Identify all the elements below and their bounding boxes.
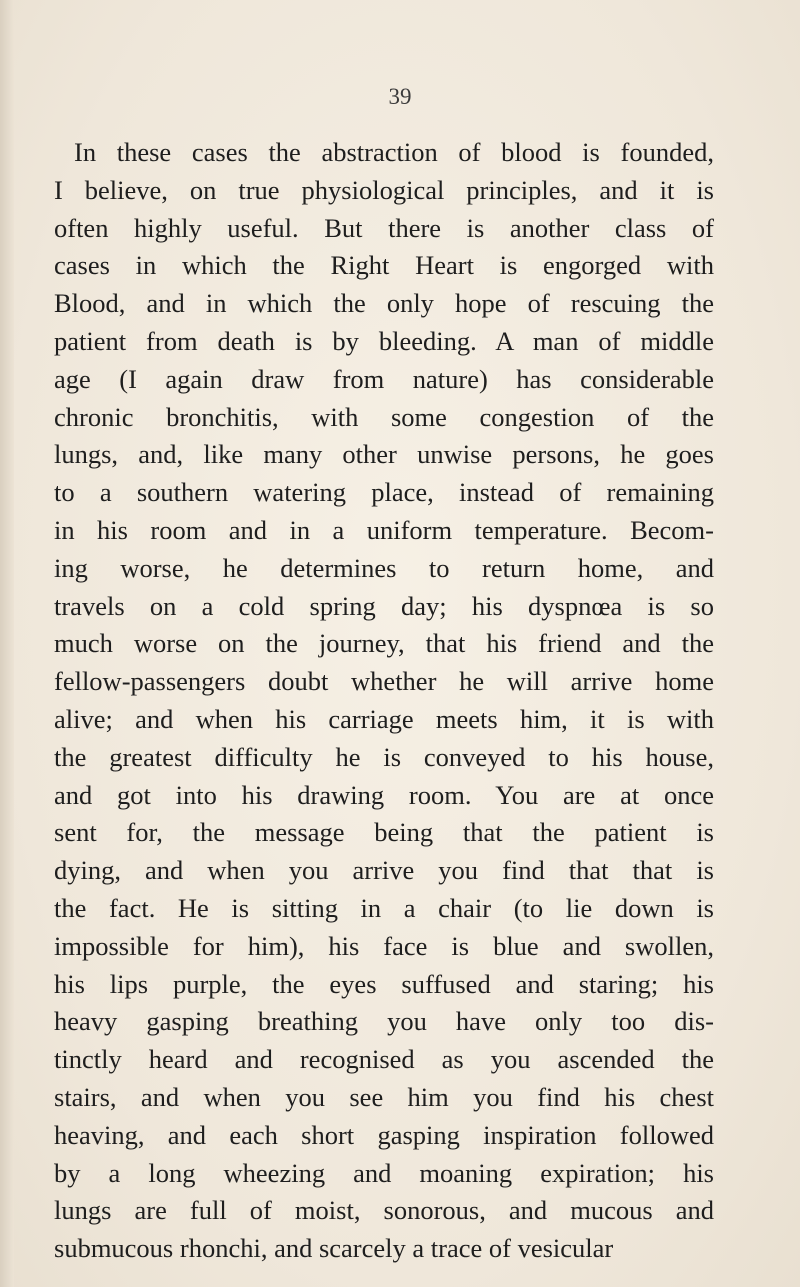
- text-line: to a southern watering place, instead of remaining: [54, 477, 714, 508]
- text-line: by a long wheezing and moaning expiration; his: [54, 1157, 714, 1188]
- text-line: heavy gasping breathing you have only too dis-: [54, 1006, 714, 1037]
- text-line: lungs are full of moist, sonorous, and mucous and: [54, 1195, 714, 1226]
- text-line: impossible for him), his face is blue and swollen,: [54, 930, 714, 961]
- text-line: travels on a cold spring day; his dyspnœa is so: [54, 590, 714, 621]
- text-line: the greatest difficulty he is conveyed to his house,: [54, 741, 714, 772]
- body-text: [54, 134, 714, 1268]
- text-line: In these cases the abstraction of blood is founded,: [74, 137, 714, 167]
- text-line: much worse on the journey, that his friend and the: [54, 628, 714, 659]
- text-line: patient from death is by bleeding. A man of middle: [54, 325, 714, 356]
- text-line: age (I again draw from nature) has considerable: [54, 363, 714, 394]
- text-line: fellow-passengers doubt whether he will arrive home: [54, 666, 714, 697]
- text-line: tinctly heard and recognised as you ascended the: [54, 1044, 714, 1075]
- text-line: cases in which the Right Heart is engorged with: [54, 250, 714, 281]
- text-line: in his room and in a uniform temperature. Becom-: [54, 514, 714, 545]
- text-line: ing worse, he determines to return home, and: [54, 552, 714, 583]
- page-gutter-shadow: [0, 0, 14, 1287]
- text-line: heaving, and each short gasping inspiration followed: [54, 1119, 714, 1150]
- text-line: the fact. He is sitting in a chair (to lie down is: [54, 892, 714, 923]
- text-line: sent for, the message being that the patient is: [54, 817, 714, 848]
- text-line: his lips purple, the eyes suffused and staring; his: [54, 968, 714, 999]
- text-line: stairs, and when you see him you find his chest: [54, 1081, 714, 1112]
- text-line: often highly useful. But there is another class of: [54, 212, 714, 243]
- text-line: I believe, on true physiological principles, and it is: [54, 174, 714, 205]
- text-line: lungs, and, like many other unwise persons, he goes: [54, 439, 714, 470]
- text-line: and got into his drawing room. You are at once: [54, 779, 714, 810]
- text-line: dying, and when you arrive you find that that is: [54, 855, 714, 886]
- text-line: alive; and when his carriage meets him, it is with: [54, 703, 714, 734]
- page-number: 39: [388, 84, 412, 109]
- text-line: Blood, and in which the only hope of rescuing the: [54, 288, 714, 319]
- text-line: chronic bronchitis, with some congestion of the: [54, 401, 714, 432]
- text-line: submucous rhonchi, and scarcely a trace of vesicular: [54, 1233, 614, 1264]
